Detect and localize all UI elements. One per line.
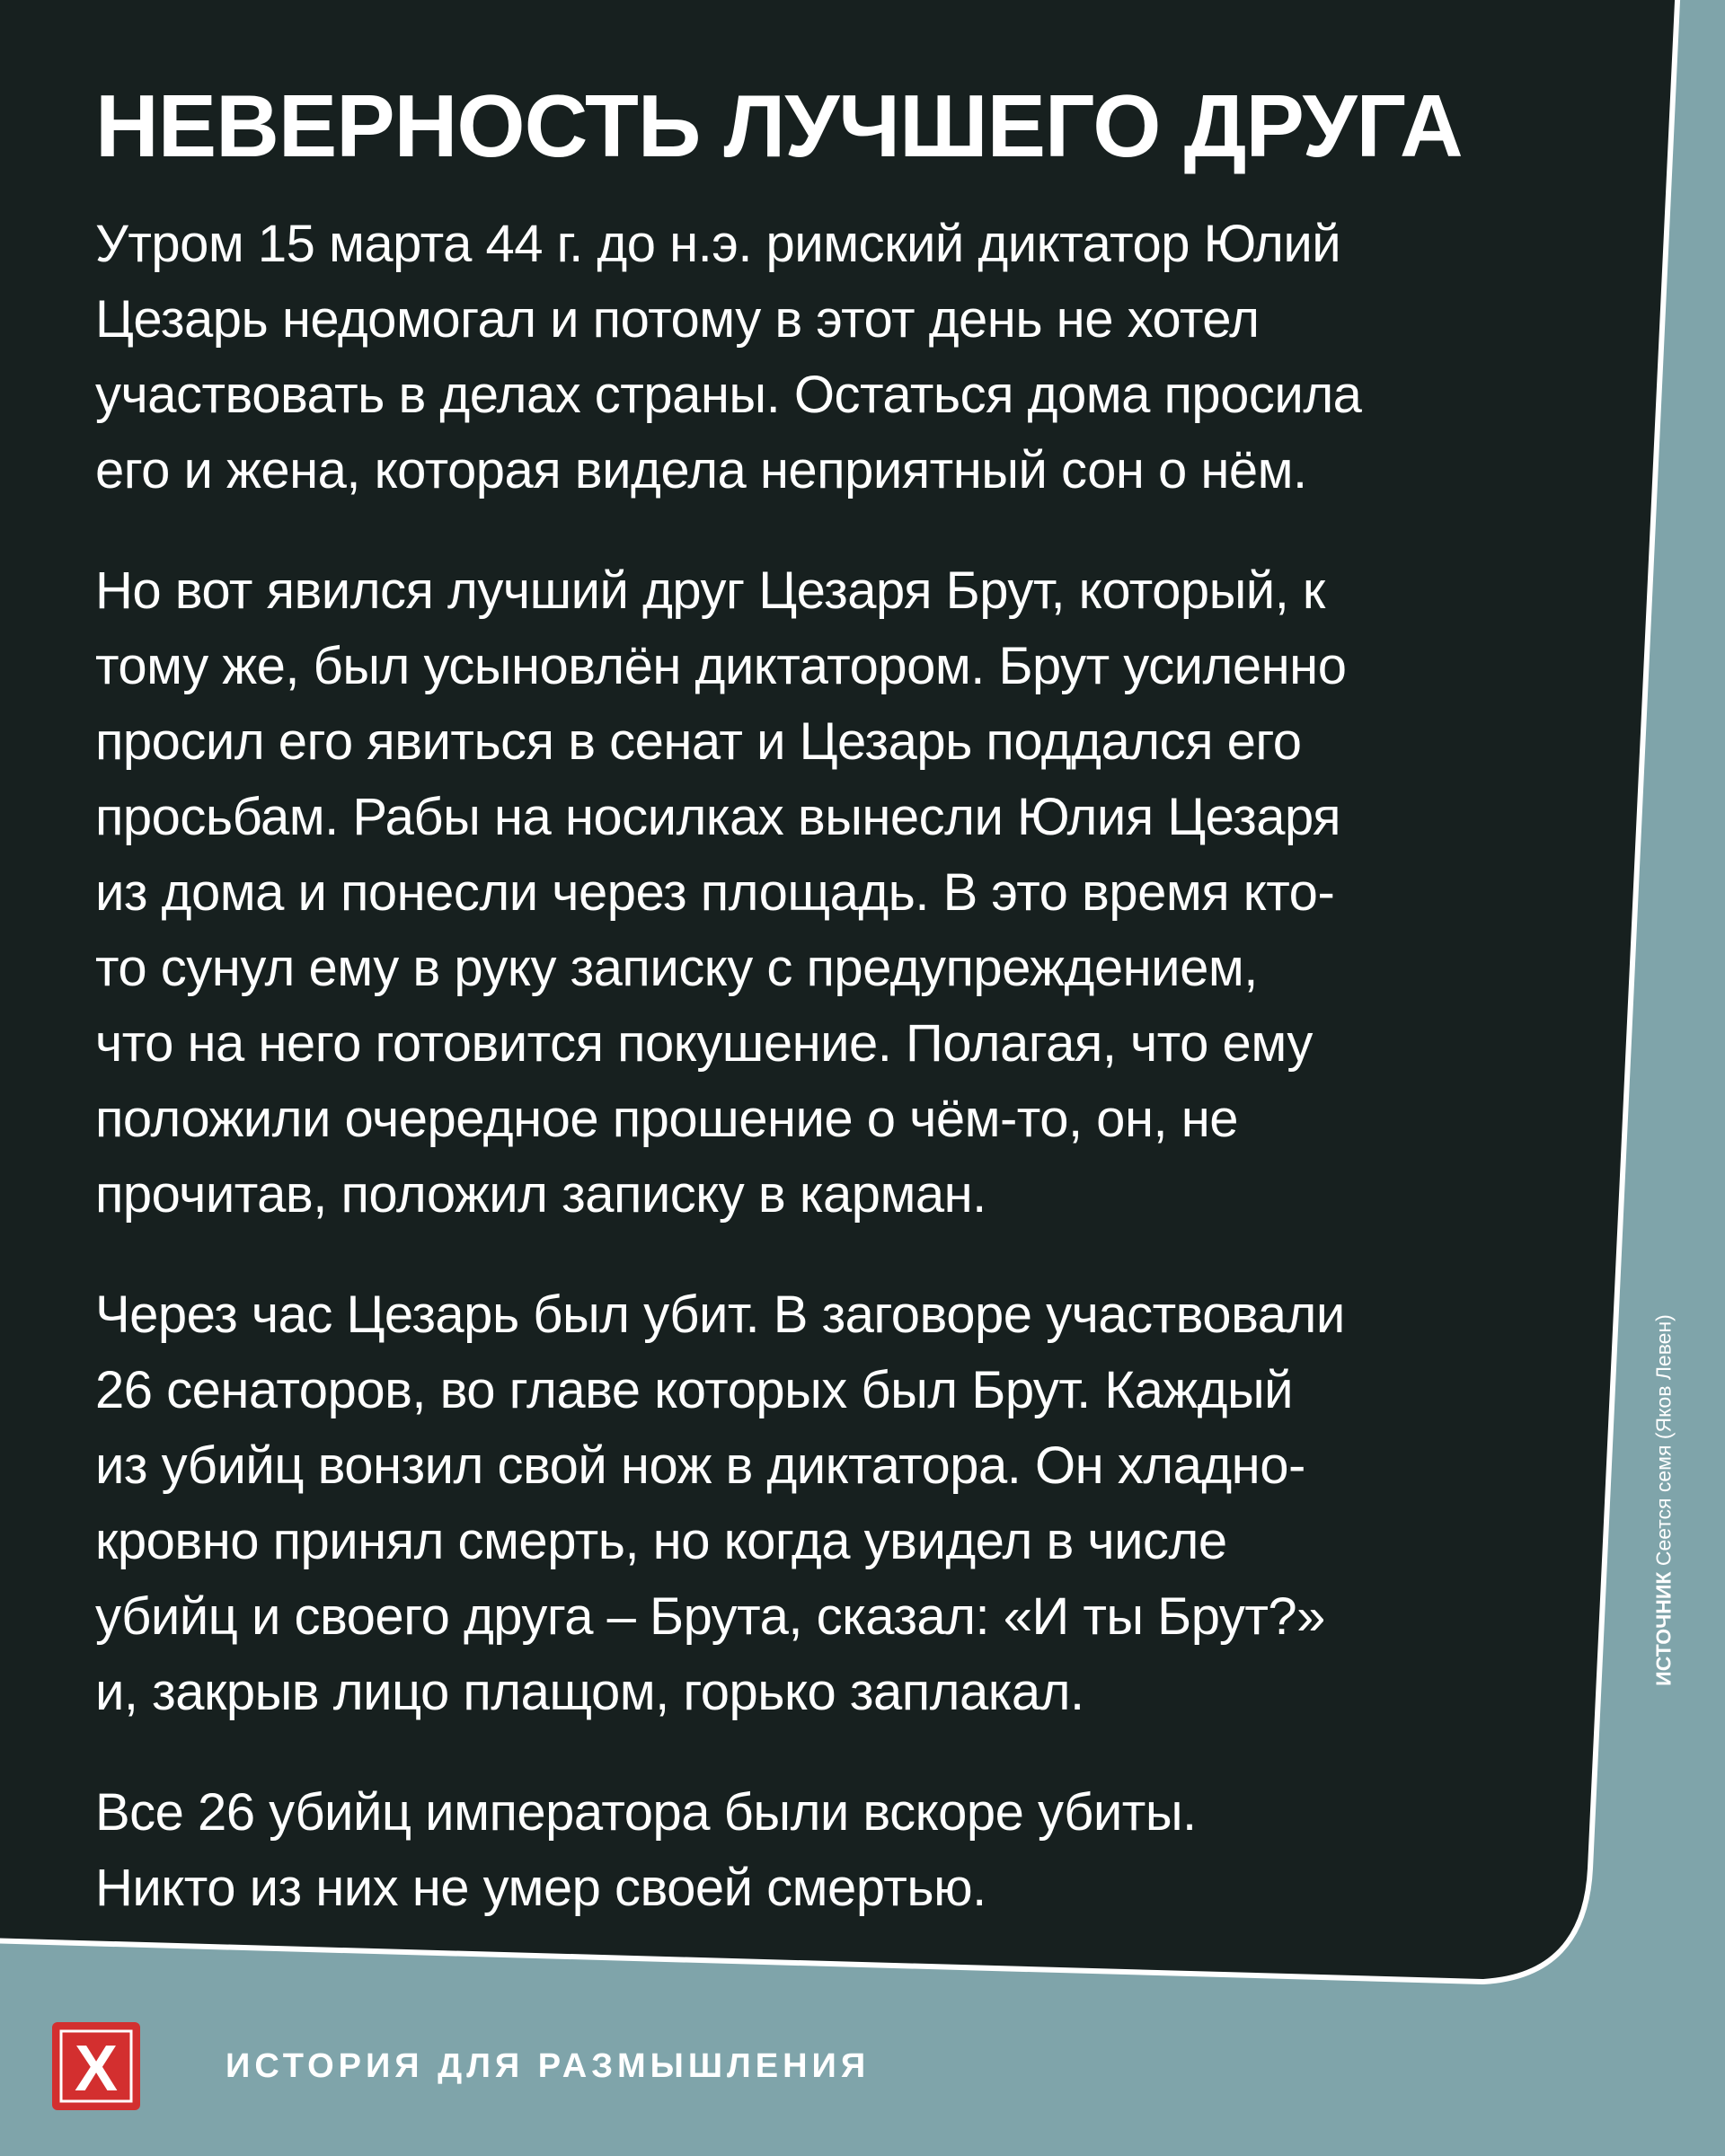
source-label: ИСТОЧНИК	[1651, 1571, 1676, 1686]
logo-letter: X	[74, 2033, 119, 2105]
source-text: Сеется семя (Яков Левен)	[1651, 1314, 1676, 1567]
paragraph-4: Все 26 убийц императора были вскоре убиты. Никто из них не умер своей смертью.	[95, 1782, 1197, 1917]
article-title: НЕВЕРНОСТЬ ЛУЧШЕГО ДРУГА	[95, 76, 1463, 175]
paragraph-3: Через час Цезарь был убит. В заговоре участвовали 26 сенаторов, во главе которых был Брут. Каждый из убийц вонзил свой нож в диктатора. Он хладно- кровно принял смерть, но когда увидел в числе убийц и своего друга – Брута, сказал: «И ты Брут?» и, закрыв лицо плащом, горько заплакал.	[95, 1285, 1345, 1721]
article	[95, 77, 1533, 1971]
x-logo-icon	[52, 2022, 140, 2110]
footer	[52, 2022, 870, 2110]
paragraph-2: Но вот явился лучший друг Цезаря Брут, который, к тому же, был усыновлён диктатором. Брут усиленно просил его явиться в сенат и Цезарь поддался его просьбам. Рабы на носилках вынесли Юлия Цезаря из дома и понесли через площадь. В это время кто- то сунул ему в руку записку с предупреждением, что на него готовится покушение. Полагая, что ему положили очередное прошение о чём-то, он, не прочитав, положил записку в карман.	[95, 561, 1347, 1224]
source-caption	[1652, 1314, 1676, 1686]
paragraph-1: Утром 15 марта 44 г. до н.э. римский диктатор Юлий Цезарь недомогал и потому в этот день не хотел участвовать в делах страны. Остаться дома просила его и жена, которая видела неприятный сон о нём.	[95, 214, 1362, 499]
footer-series-title: ИСТОРИЯ ДЛЯ РАЗМЫШЛЕНИЯ	[226, 2046, 871, 2085]
